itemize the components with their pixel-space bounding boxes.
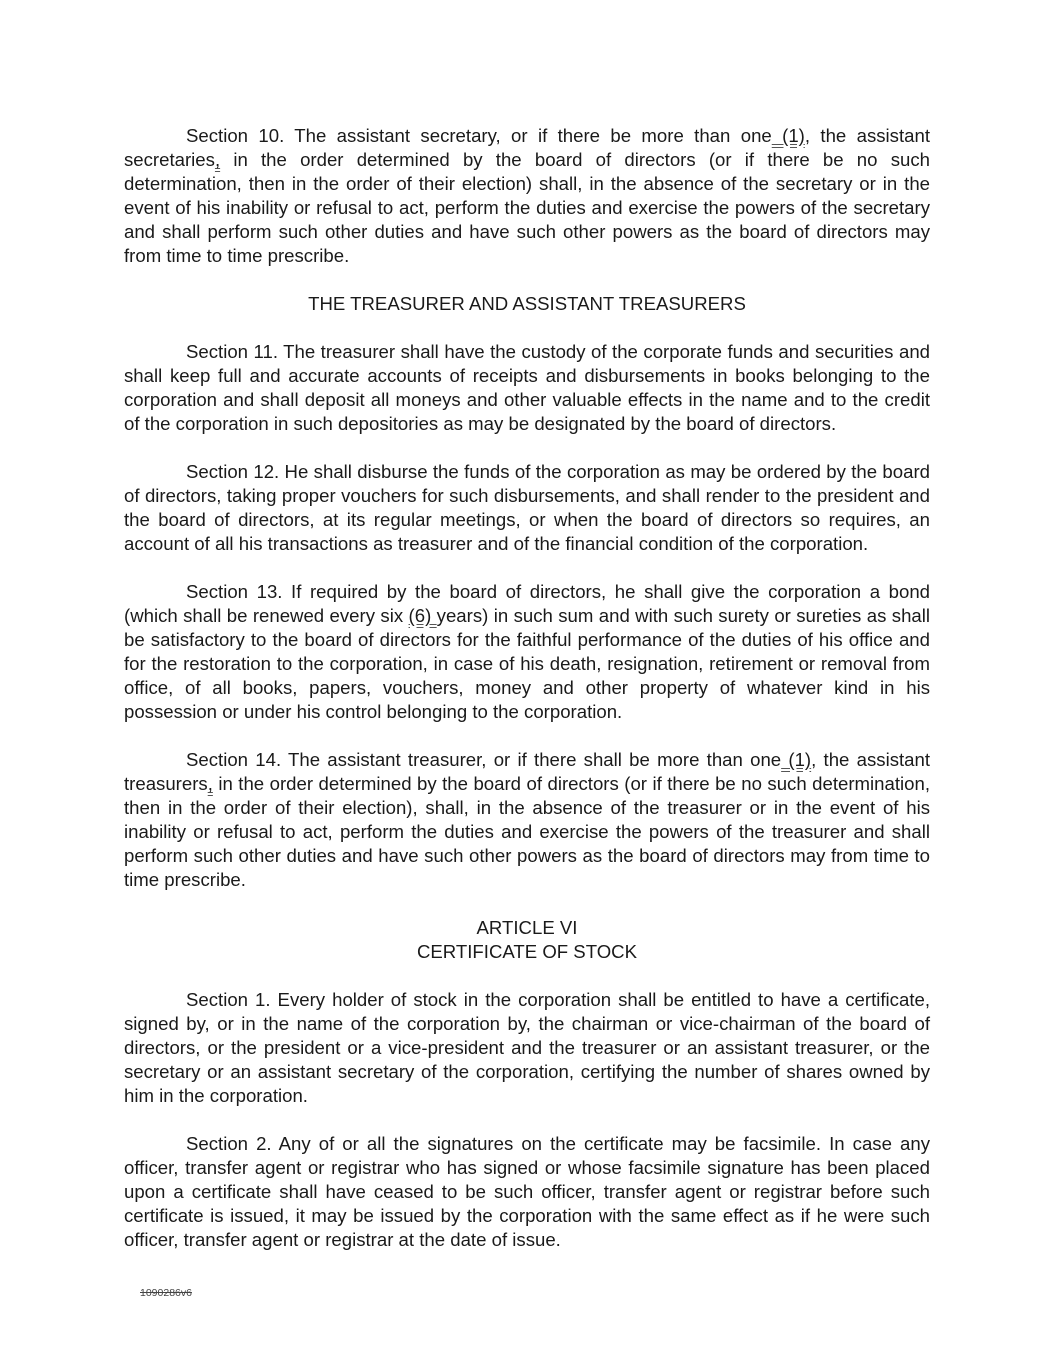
section-14-insertion-2: , [207, 773, 213, 794]
document-id-footer: 1090286v6 [140, 1287, 192, 1299]
section-10-text-3: in the order determined by the board of directors (or if there be no such determination, then in the order of their election) shall, in the absence of the secretary or in the event of his inability or refusal to act, perform the duties and exercise the powers of the secretary and shall perform such other duties and have such other powers as the board of directors may from time to time prescribe. [124, 149, 930, 266]
section-14-text-3: in the order determined by the board of directors (or if there be no such determination, then in the order of their election), shall, in the absence of the treasurer or in the event of his inability or refusal to act, perform the duties and exercise the powers of the treasurer and shall perform such other duties and have such other powers as the board of directors may from time to time prescribe. [124, 773, 930, 890]
article-vi-section-2-paragraph: Section 2. Any of or all the signatures on the certificate may be facsimile. In case any officer, transfer agent or registrar who has signed or whose facsimile signature has been placed upon a certificate shall have ceased to be such officer, transfer agent or registrar before such certificate is issued, it may be issued by the corporation with the same effect as if he were such officer, transfer agent or registrar at the date of issue. [124, 1133, 930, 1250]
section-14-text-2: , the assistant treasurers [124, 749, 931, 794]
article-vi-section-1-paragraph: Section 1. Every holder of stock in the corporation shall be entitled to have a certificate, signed by, or in the name of the corporation by, the chairman or vice-chairman of the board of directors, or the president or a vice-president and the treasurer or an assistant treasurer, or the secretary or an assistant secretary of the corporation, certifying the number of shares owned by him in the corporation. [124, 989, 930, 1106]
section-13-paragraph [124, 580, 930, 724]
article-vi-heading [124, 916, 930, 964]
section-10-text-2: , the assistant secretaries [124, 125, 930, 170]
section-14-text-1: Section 14. The assistant treasurer, or if there shall be more than one [186, 749, 782, 770]
article-number: ARTICLE VI [476, 917, 578, 938]
article-title: CERTIFICATE OF STOCK [416, 941, 638, 962]
treasurer-heading: THE TREASURER AND ASSISTANT TREASURERS [308, 293, 746, 314]
section-14-paragraph [124, 748, 930, 892]
section-13-insertion-1: (6) [408, 605, 437, 626]
section-10-text-1: Section 10. The assistant secretary, or if there be more than one [186, 125, 772, 146]
section-11-paragraph: Section 11. The treasurer shall have the custody of the corporate funds and securities and shall keep full and accurate accounts of receipts and disbursements in books belonging to the corporation and shall deposit all moneys and other valuable effects in the name and to the credit of the corporation in such depositories as may be designated by the board of directors. [124, 341, 930, 434]
section-14-insertion-1: (1) [781, 749, 812, 770]
section-10-insertion-2: , [214, 149, 221, 170]
section-13-text-2: years) in such sum and with such surety or sureties as shall be satisfactory to the board of directors for the faithful performance of the duties of his office and for the restoration to the corporation, in case of his death, resignation, retirement or removal from office, of all books, papers, vouchers, money and other property of whatever kind in his possession or under his control belonging to the corporation. [124, 605, 931, 722]
section-13-text-1: Section 13. If required by the board of directors, he shall give the corporation a bond (which shall be renewed every six [124, 581, 930, 626]
section-12-paragraph: Section 12. He shall disburse the funds of the corporation as may be ordered by the board of directors, taking proper vouchers for such disbursements, and shall render to the president and the board of directors, at its regular meetings, or when the board of directors so requires, an account of all his transactions as treasurer and of the financial condition of the corporation. [124, 461, 930, 554]
section-10-insertion-1: (1) [771, 125, 805, 146]
document-page [124, 124, 930, 1276]
section-10-paragraph [124, 124, 930, 268]
